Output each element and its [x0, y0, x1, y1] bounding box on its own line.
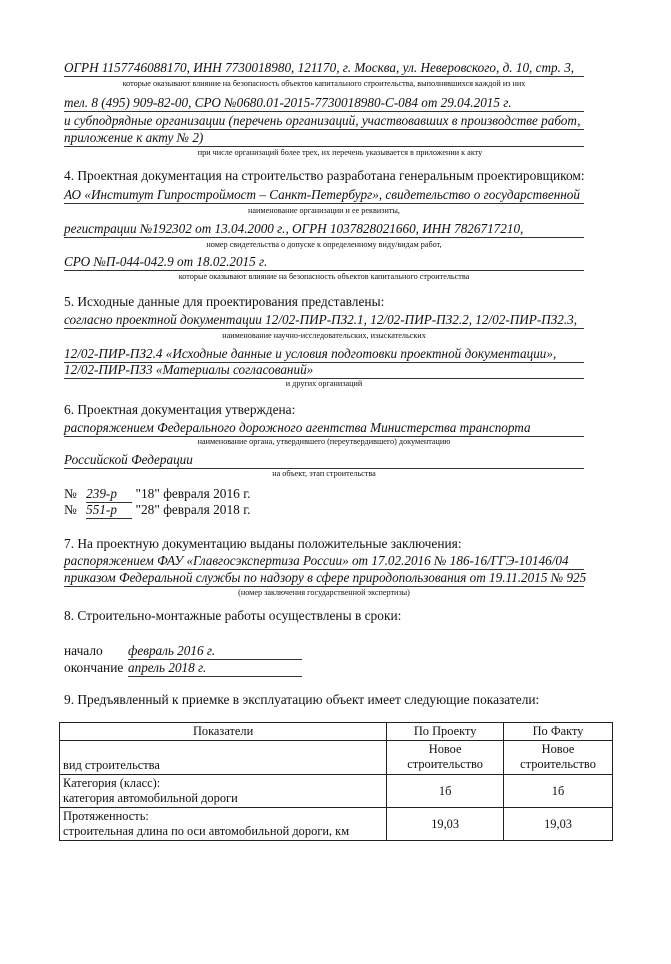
row-project-value: 19,03	[387, 808, 504, 841]
contractor-caption-2: при числе организаций более трех, их перечень указывается в приложении к акту	[197, 148, 483, 157]
contractor-caption-1: которые оказывают влияние на безопасность объектов капитального строительства, выполнявшихся каждой из них	[122, 79, 526, 88]
header-project: По Проекту	[387, 723, 504, 741]
section-5-heading: 5. Исходные данные для проектирования представлены:	[64, 294, 385, 309]
row-label	[60, 741, 387, 775]
start-value: февраль 2016 г.	[128, 643, 302, 660]
section-5-line-2: 12/02-ПИР-ПЗ2.4 «Исходные данные и условия подготовки проектной документации»,	[64, 346, 584, 363]
indicators-table	[59, 722, 613, 841]
table-row	[60, 775, 613, 808]
section-6-line-1: распоряжением Федерального дорожного агентства Министерства транспорта	[64, 420, 584, 437]
table-header-row	[60, 723, 613, 741]
section-5-line-3: 12/02-ПИР-ПЗ3 «Материалы согласований»	[64, 362, 584, 379]
row-label-line-2: категория автомобильной дороги	[63, 791, 238, 805]
section-7-line-2: приказом Федеральной службы по надзору в сфере природопользования от 19.11.2015 № 925	[64, 570, 587, 585]
order-no-sign: №	[64, 502, 77, 517]
row-fact-value: 19,03	[504, 808, 613, 841]
order-number: 551-р	[86, 502, 132, 519]
row-label-line-2: строительная длина по оси автомобильной дороги, км	[63, 824, 350, 838]
end-label: окончание	[64, 660, 124, 675]
section-9-heading: 9. Предъявленный к приемке в эксплуатацию объект имеет следующие показатели:	[64, 692, 540, 707]
order-row-1	[64, 486, 251, 503]
section-7-line-1: распоряжением ФАУ «Главгосэкспертиза России» от 17.02.2016 № 186-16/ГГЭ-10146/04	[64, 553, 584, 570]
row-project-value: 1б	[387, 775, 504, 808]
order-day: "18"	[135, 486, 160, 501]
header-fact: По Факту	[504, 723, 613, 741]
row-label	[60, 808, 387, 841]
contractor-line-3: и субподрядные организации (перечень организаций, участвовавших в производстве работ,	[64, 113, 584, 130]
order-number: 239-р	[86, 486, 132, 503]
section-4-line-3: СРО №П-044-042.9 от 18.02.2015 г.	[64, 254, 584, 271]
order-day: "28"	[135, 502, 160, 517]
table-row	[60, 808, 613, 841]
section-6-caption-2: на объект, этап строительства	[272, 469, 376, 478]
section-4-caption-2: номер свидетельства о допуске к определенному виду/видам работ,	[206, 240, 442, 249]
section-4-heading: 4. Проектная документация на строительство разработана генеральным проектировщиком:	[64, 168, 585, 183]
section-7-caption-1: (номер заключения государственной экспертизы)	[238, 588, 410, 597]
section-6-line-2: Российской Федерации	[64, 452, 584, 469]
order-no-sign: №	[64, 486, 77, 501]
row-label-line-1: Категория (класс):	[63, 776, 161, 790]
row-fact-value: Новое строительство	[504, 741, 613, 775]
section-7-heading: 7. На проектную документацию выданы положительные заключения:	[64, 536, 462, 551]
contractor-line-1: ОГРН 1157746088170, ИНН 7730018980, 121170, г. Москва, ул. Неверовского, д. 10, стр. 3,	[64, 60, 584, 77]
contractor-line-2: тел. 8 (495) 909-82-00, СРО №0680.01-2015-7730018980-С-084 от 29.04.2015 г.	[64, 95, 584, 112]
table-row	[60, 741, 613, 775]
section-5-caption-1: наименование научно-исследовательских, изыскательских	[222, 331, 426, 340]
section-4-caption-1: наименование организации и ее реквизиты,	[248, 206, 400, 215]
row-project-value: Новое строительство	[387, 741, 504, 775]
section-6-caption-1: наименование органа, утвердившего (переутвердившего) документацию	[197, 437, 451, 446]
section-5-caption-2: и других организаций	[285, 379, 363, 388]
row-label-line-1: вид строительства	[63, 758, 160, 772]
row-fact-value: 1б	[504, 775, 613, 808]
start-label: начало	[64, 643, 103, 658]
section-4-caption-3: которые оказывают влияние на безопасность объектов капитального строительства	[178, 272, 470, 281]
section-8-heading: 8. Строительно-монтажные работы осуществлены в сроки:	[64, 608, 402, 623]
order-date: февраля 2016 г.	[163, 486, 251, 501]
order-row-2	[64, 502, 251, 519]
end-value: апрель 2018 г.	[128, 660, 302, 677]
section-4-line-1: АО «Институт Гипростроймост – Санкт-Петербург», свидетельство о государственной	[64, 187, 584, 204]
order-date: февраля 2018 г.	[163, 502, 251, 517]
row-label-line-1: Протяженность:	[63, 809, 149, 823]
section-4-line-2: регистрации №192302 от 13.04.2000 г., ОГРН 1037828021660, ИНН 7826717210,	[64, 221, 584, 238]
section-6-heading: 6. Проектная документация утверждена:	[64, 402, 296, 417]
section-5-line-1: согласно проектной документации 12/02-ПИР-ПЗ2.1, 12/02-ПИР-ПЗ2.2, 12/02-ПИР-ПЗ2.3,	[64, 312, 584, 329]
row-label	[60, 775, 387, 808]
header-indicators: Показатели	[60, 723, 387, 741]
contractor-line-4: приложение к акту № 2)	[64, 130, 584, 147]
